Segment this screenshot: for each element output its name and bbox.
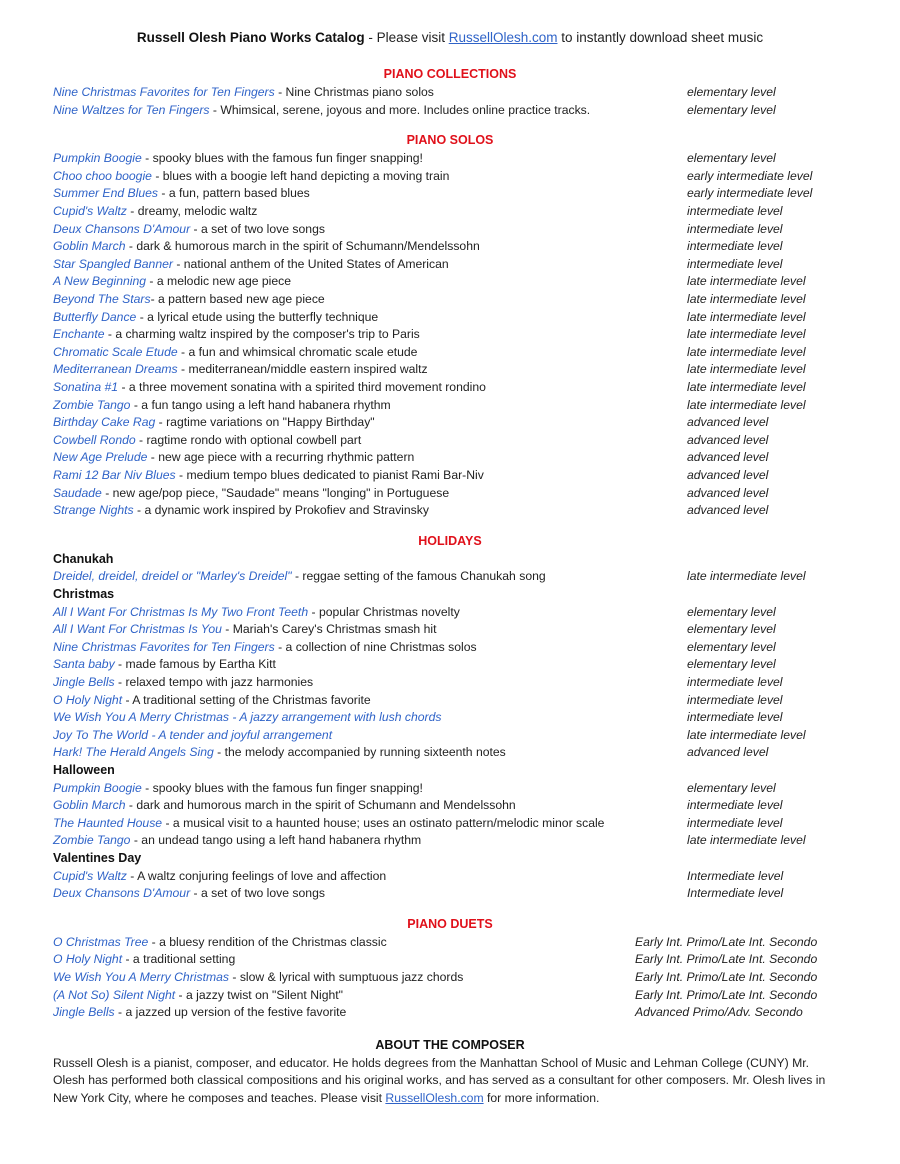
- catalog-entry: [53, 780, 853, 797]
- catalog-entry: [53, 797, 853, 814]
- catalog-entry: [53, 885, 853, 902]
- piece-description: - a melodic new age piece: [146, 274, 292, 289]
- piece-title-link[interactable]: Butterfly Dance: [53, 309, 137, 324]
- page-header: [0, 30, 900, 45]
- piece-level: Intermediate level: [687, 886, 784, 901]
- catalog-entry: [53, 727, 853, 744]
- piece-level: elementary level: [687, 639, 776, 654]
- piece-level: late intermediate level: [687, 397, 806, 412]
- catalog-entry: [53, 951, 853, 968]
- piece-description: - spooky blues with the famous fun finger snapping!: [141, 780, 423, 795]
- about-tail: for more information.: [483, 1090, 600, 1105]
- piece-level: early intermediate level: [687, 168, 813, 183]
- catalog-entry: [53, 102, 853, 119]
- piece-level: late intermediate level: [687, 309, 806, 324]
- catalog-entry: [53, 273, 853, 290]
- piece-description: - A traditional setting of the Christmas favorite: [122, 692, 371, 707]
- catalog-entry: [53, 344, 853, 361]
- piece-title-link[interactable]: Deux Chansons D'Amour: [53, 886, 191, 901]
- section-title: PIANO SOLOS: [406, 133, 494, 148]
- piece-title-link[interactable]: A New Beginning: [53, 274, 147, 289]
- piece-title-link[interactable]: Joy To The World - A tender and joyful arrangement: [53, 727, 333, 742]
- piece-description: - dark & humorous march in the spirit of Schumann/Mendelssohn: [125, 239, 480, 254]
- piece-description: - a jazzed up version of the festive favorite: [114, 1005, 347, 1020]
- piece-title-link[interactable]: Sonatina #1: [53, 380, 119, 394]
- piece-level: advanced level: [687, 415, 769, 430]
- piece-description: - national anthem of the United States of American: [172, 256, 449, 271]
- piece-title-link[interactable]: Dreidel, dreidel, dreidel or "Marley's Dreidel": [53, 569, 292, 584]
- about-title: ABOUT THE COMPOSER: [375, 1037, 525, 1052]
- piece-description: - a fun tango using a left hand habanera rhythm: [130, 397, 391, 412]
- catalog-entry: [53, 203, 853, 220]
- piece-description: - slow & lyrical with sumptuous jazz chords: [228, 970, 464, 984]
- catalog-entry: [53, 185, 853, 202]
- piece-description: - mediterranean/middle eastern inspired waltz: [177, 362, 428, 377]
- piece-description: - a lyrical etude using the butterfly technique: [136, 309, 379, 324]
- piece-level: intermediate level: [687, 710, 783, 725]
- piece-title-link[interactable]: Nine Waltzes for Ten Fingers: [53, 102, 210, 117]
- piece-title-link[interactable]: Summer End Blues: [53, 186, 158, 201]
- catalog-entry: [53, 150, 853, 167]
- piece-description: - made famous by Eartha Kitt: [114, 657, 276, 672]
- piece-level: late intermediate level: [687, 344, 806, 359]
- catalog-entry: [53, 291, 853, 308]
- piece-description: - popular Christmas novelty: [308, 604, 460, 619]
- piece-description: - a fun and whimsical chromatic scale etude: [177, 344, 418, 359]
- piece-level: late intermediate level: [687, 569, 806, 584]
- piece-title-link[interactable]: Rami 12 Bar Niv Blues: [53, 468, 176, 482]
- piece-title-link[interactable]: All I Want For Christmas Is My Two Front Teeth: [53, 604, 309, 619]
- piece-title-link[interactable]: Strange Nights: [53, 503, 134, 518]
- catalog-entry: [53, 934, 853, 951]
- catalog-entry: [53, 326, 853, 343]
- piece-description: - a dynamic work inspired by Prokofiev and Stravinsky: [133, 503, 429, 518]
- catalog-entry: [53, 744, 853, 761]
- piece-description: - the melody accompanied by running sixteenth notes: [213, 745, 506, 760]
- piece-level: intermediate level: [687, 815, 783, 830]
- piece-level: elementary level: [687, 780, 776, 795]
- catalog-entry: [53, 485, 853, 502]
- piece-title-link[interactable]: Goblin March: [53, 798, 126, 813]
- catalog-entry: [53, 815, 853, 832]
- catalog-entry: [53, 604, 853, 621]
- catalog-entry: [53, 221, 853, 238]
- piece-title-link[interactable]: The Haunted House: [53, 815, 163, 830]
- catalog-entry: [53, 692, 853, 709]
- piece-level: late intermediate level: [687, 727, 806, 742]
- piece-level: elementary level: [687, 151, 776, 166]
- piece-description: - Nine Christmas piano solos: [274, 85, 434, 99]
- piece-level: intermediate level: [687, 239, 783, 254]
- website-link[interactable]: RussellOlesh.com: [448, 30, 558, 45]
- piece-description: - A waltz conjuring feelings of love and affection: [126, 868, 387, 883]
- piece-title-link[interactable]: Nine Christmas Favorites for Ten Fingers: [53, 85, 275, 99]
- piece-title-link[interactable]: Birthday Cake Rag: [53, 415, 156, 430]
- catalog-entry: [53, 709, 853, 726]
- about-body: Russell Olesh is a pianist, composer, and educator. He holds degrees from the Manhattan School of Music and Lehman College (CUNY) Mr. Olesh has performed both classical compositions and his original works, and has served as a consultant for other composers. Mr. Olesh lives in New York City, where he composes and teaches. Please visit: [53, 1055, 826, 1105]
- catalog-entry: [53, 639, 853, 656]
- piece-level: advanced level: [687, 485, 769, 500]
- piece-description: - a bluesy rendition of the Christmas classic: [148, 934, 387, 949]
- catalog-entry: [53, 379, 853, 396]
- piece-description: - a set of two love songs: [190, 221, 325, 236]
- piece-description: - medium tempo blues dedicated to pianist Rami Bar-Niv: [175, 468, 484, 482]
- piece-title-link[interactable]: Jingle Bells: [53, 1005, 115, 1020]
- piece-title-link[interactable]: Santa baby: [53, 657, 115, 672]
- piece-title-link[interactable]: New Age Prelude: [53, 450, 148, 465]
- catalog-entry: [53, 432, 853, 449]
- piece-level: Intermediate level: [687, 868, 784, 883]
- piece-level: intermediate level: [687, 692, 783, 707]
- piece-title-link[interactable]: Choo choo boogie: [53, 168, 152, 183]
- piece-level: Early Int. Primo/Late Int. Secondo: [635, 934, 818, 949]
- piece-description: - a three movement sonatina with a spirited third movement rondino: [118, 380, 486, 394]
- catalog-entry: [53, 414, 853, 431]
- piece-level: advanced level: [687, 468, 769, 482]
- piece-title-link[interactable]: Cowbell Rondo: [53, 432, 136, 447]
- piece-level: intermediate level: [687, 204, 783, 218]
- piece-description: - blues with a boogie left hand depicting a moving train: [151, 168, 450, 183]
- piece-level: Advanced Primo/Adv. Secondo: [635, 1005, 803, 1020]
- piece-level: intermediate level: [687, 221, 783, 236]
- catalog-entry: [53, 832, 853, 849]
- piece-description: - new age piece with a recurring rhythmic pattern: [147, 450, 415, 465]
- category-heading: Christmas: [53, 587, 115, 601]
- piece-title-link[interactable]: Cupid's Waltz: [53, 204, 127, 218]
- piece-title-link[interactable]: O Holy Night: [53, 692, 123, 707]
- catalog-entry: [53, 467, 853, 484]
- catalog-entry: [53, 987, 853, 1004]
- piece-level: elementary level: [687, 102, 776, 117]
- piece-level: late intermediate level: [687, 274, 806, 289]
- piece-level: early intermediate level: [687, 186, 813, 201]
- piece-title-link[interactable]: Chromatic Scale Etude: [53, 344, 178, 359]
- piece-description: - new age/pop piece, "Saudade" means "longing" in Portuguese: [101, 485, 450, 500]
- piece-description: - a collection of nine Christmas solos: [274, 639, 477, 654]
- category-heading: Valentines Day: [53, 851, 142, 865]
- piece-title-link[interactable]: Mediterranean Dreams: [53, 362, 178, 377]
- piece-title-link[interactable]: Star Spangled Banner: [53, 256, 173, 271]
- catalog-entry: [53, 1004, 853, 1021]
- piece-description: - dark and humorous march in the spirit of Schumann and Mendelssohn: [125, 798, 516, 813]
- piece-level: advanced level: [687, 432, 769, 447]
- piece-level: intermediate level: [687, 798, 783, 813]
- piece-title-link[interactable]: O Holy Night: [53, 952, 123, 967]
- catalog-entry: [53, 621, 853, 638]
- piece-level: late intermediate level: [687, 380, 806, 394]
- piece-description: - Whimsical, serene, joyous and more. Includes online practice tracks.: [209, 102, 591, 117]
- piece-description: - reggae setting of the famous Chanukah song: [291, 569, 546, 584]
- piece-description: - a fun, pattern based blues: [158, 186, 310, 201]
- category-heading: Chanukah: [53, 551, 114, 566]
- piece-title-link[interactable]: Pumpkin Boogie: [53, 780, 142, 795]
- piece-level: Early Int. Primo/Late Int. Secondo: [635, 970, 818, 984]
- piece-title-link[interactable]: Jingle Bells: [53, 675, 115, 689]
- catalog-entry: [53, 397, 853, 414]
- catalog-entry: [53, 656, 853, 673]
- about-website-link[interactable]: RussellOlesh.com: [385, 1090, 484, 1105]
- piece-description: - dreamy, melodic waltz: [126, 204, 258, 218]
- piece-title-link[interactable]: Zombie Tango: [53, 833, 131, 848]
- catalog-entry: [53, 969, 853, 986]
- section-title: PIANO DUETS: [407, 916, 493, 931]
- catalog-entry: [53, 449, 853, 466]
- piece-title-link[interactable]: Pumpkin Boogie: [53, 151, 142, 166]
- piece-title-link[interactable]: We Wish You A Merry Christmas - A jazzy arrangement with lush chords: [53, 710, 442, 725]
- piece-title-link[interactable]: Zombie Tango: [53, 397, 131, 412]
- catalog-entry: [53, 868, 853, 885]
- about-text: [53, 1055, 843, 1108]
- page-title: Russell Olesh Piano Works Catalog: [136, 30, 365, 45]
- piece-description: - a traditional setting: [122, 952, 236, 967]
- piece-level: Early Int. Primo/Late Int. Secondo: [635, 952, 818, 967]
- piece-level: late intermediate level: [687, 833, 806, 848]
- piece-level: late intermediate level: [687, 327, 806, 342]
- piece-description: - a pattern based new age piece: [150, 292, 325, 306]
- piece-description: - ragtime rondo with optional cowbell part: [135, 432, 362, 447]
- piece-level: intermediate level: [687, 256, 783, 271]
- header-text-tail: to instantly download sheet music: [557, 30, 764, 45]
- catalog-entry: [53, 361, 853, 378]
- piece-level: elementary level: [687, 85, 776, 99]
- piece-title-link[interactable]: Hark! The Herald Angels Sing: [53, 745, 214, 760]
- piece-level: advanced level: [687, 745, 769, 760]
- piece-title-link[interactable]: Cupid's Waltz: [53, 868, 127, 883]
- piece-title-link[interactable]: Nine Christmas Favorites for Ten Fingers: [53, 639, 275, 654]
- piece-title-link[interactable]: Beyond The Stars: [53, 292, 151, 306]
- piece-description: - a jazzy twist on "Silent Night": [175, 987, 343, 1002]
- piece-title-link[interactable]: We Wish You A Merry Christmas: [53, 970, 229, 984]
- piece-title-link[interactable]: Goblin March: [53, 239, 126, 254]
- piece-level: elementary level: [687, 604, 776, 619]
- piece-title-link[interactable]: Deux Chansons D'Amour: [53, 221, 191, 236]
- piece-title-link[interactable]: O Christmas Tree: [53, 934, 149, 949]
- catalog-entry: [53, 168, 853, 185]
- piece-level: late intermediate level: [687, 362, 806, 377]
- piece-description: - relaxed tempo with jazz harmonies: [114, 675, 314, 689]
- piece-level: elementary level: [687, 657, 776, 672]
- catalog-entry: [53, 674, 853, 691]
- piece-description: - a musical visit to a haunted house; uses an ostinato pattern/melodic minor scale: [162, 815, 605, 830]
- category-heading: Halloween: [53, 763, 115, 777]
- catalog-entry: [53, 238, 853, 255]
- piece-level: advanced level: [687, 450, 769, 465]
- piece-level: intermediate level: [687, 675, 783, 689]
- piece-level: late intermediate level: [687, 292, 806, 306]
- piece-description: - a charming waltz inspired by the composer's trip to Paris: [104, 327, 420, 342]
- catalog-entry: [53, 256, 853, 273]
- catalog-entry: [53, 568, 853, 585]
- catalog-entry: [53, 309, 853, 326]
- header-text: - Please visit: [364, 30, 449, 45]
- piece-description: - a set of two love songs: [190, 886, 325, 901]
- piece-level: elementary level: [687, 622, 776, 637]
- piece-description: - an undead tango using a left hand habanera rhythm: [130, 833, 422, 848]
- piece-title-link[interactable]: Enchante: [53, 327, 105, 342]
- section-title: HOLIDAYS: [418, 533, 482, 548]
- catalog-entry: [53, 502, 853, 519]
- piece-title-link[interactable]: All I Want For Christmas Is You: [53, 622, 222, 637]
- piece-description: - ragtime variations on "Happy Birthday": [155, 415, 375, 430]
- piece-description: - spooky blues with the famous fun finger snapping!: [141, 151, 423, 166]
- section-title: PIANO COLLECTIONS: [383, 67, 517, 81]
- piece-level: advanced level: [687, 503, 769, 518]
- catalog-entry: [53, 84, 853, 101]
- piece-title-link[interactable]: Saudade: [53, 485, 102, 500]
- piece-level: Early Int. Primo/Late Int. Secondo: [635, 987, 818, 1002]
- piece-title-link[interactable]: (A Not So) Silent Night: [53, 987, 176, 1002]
- piece-description: - Mariah's Carey's Christmas smash hit: [221, 622, 437, 637]
